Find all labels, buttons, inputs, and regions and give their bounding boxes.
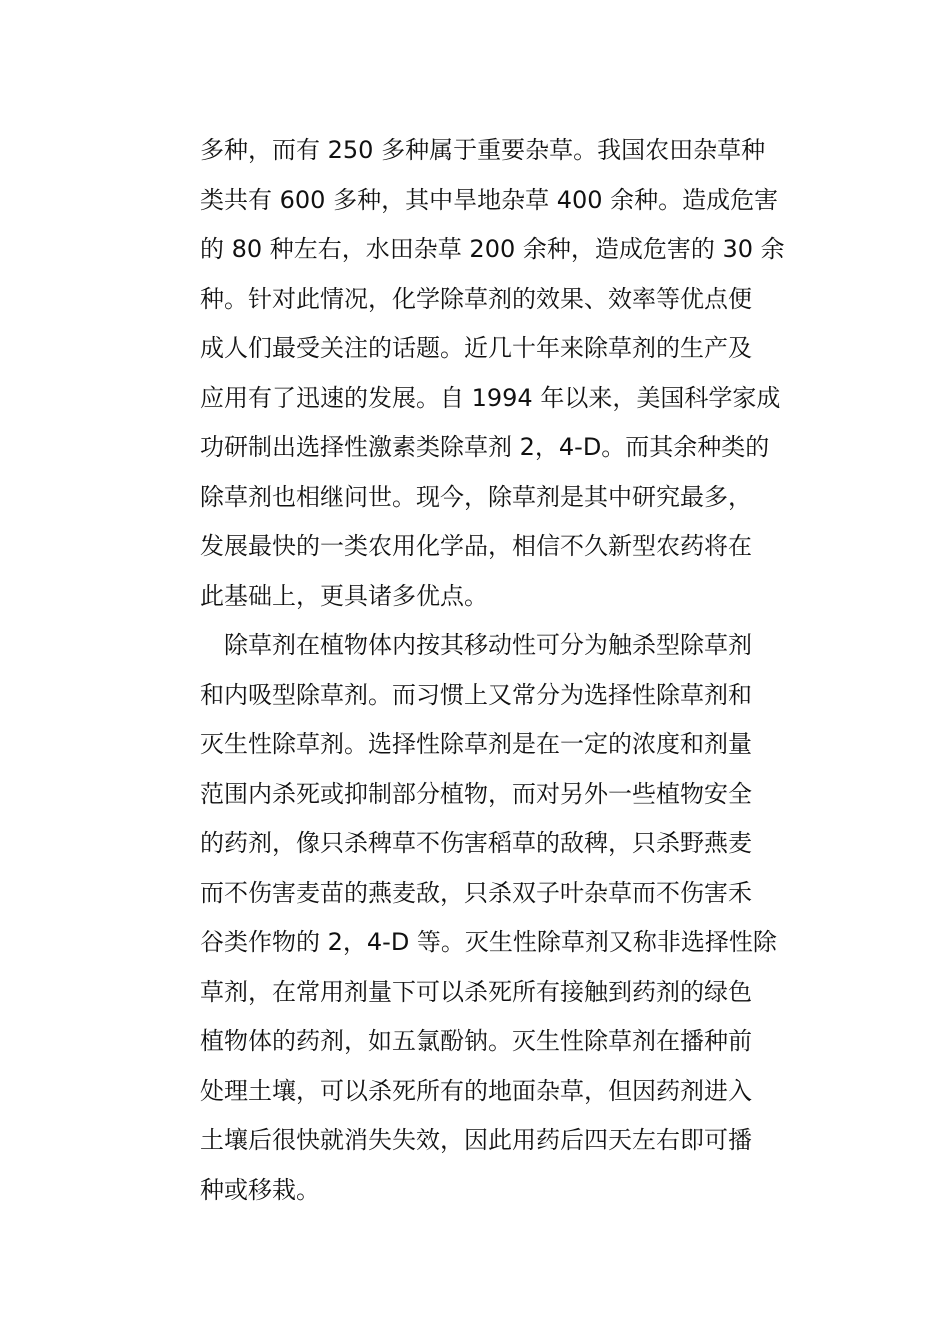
text-line: 草剂，在常用剂量下可以杀死所有接触到药剂的绿色 [200,977,752,1006]
text-line: 种或移栽。 [200,1175,320,1204]
paragraph-1 [200,126,810,621]
text-line: 除草剂在植物体内按其移动性可分为触杀型除草剂 [224,631,752,659]
text-line: 土壤后很快就消失失效，因此用药后四天左右即可播 [200,1126,752,1154]
text-line: 此基础上，更具诸多优点。 [200,581,488,610]
text-line: 和内吸型除草剂。而习惯上又常分为选择性除草剂和 [200,680,752,709]
text-line: 植物体的药剂，如五氯酚钠。灭生性除草剂在播种前 [200,1027,752,1055]
text-line: 种。针对此情况，化学除草剂的效果、效率等优点便 [200,284,752,313]
text-line: 处理土壤，可以杀死所有的地面杂草，但因药剂进入 [200,1076,752,1105]
text-line: 应用有了迅速的发展。自 1994 年以来，美国科学家成 [200,383,781,412]
text-line: 灭生性除草剂。选择性除草剂是在一定的浓度和剂量 [200,730,752,758]
text-line: 发展最快的一类农用化学品，相信不久新型农药将在 [200,532,752,560]
paragraph-2 [200,621,810,1215]
text-line: 范围内杀死或抑制部分植物，而对另外一些植物安全 [200,779,752,808]
text-line: 类共有 600 多种，其中旱地杂草 400 余种。造成危害 [200,185,779,214]
text-line: 成人们最受关注的话题。近几十年来除草剂的生产及 [200,334,752,362]
body-text [200,126,810,1215]
text-line: 谷类作物的 2，4-D 等。灭生性除草剂又称非选择性除 [200,928,777,956]
text-line: 的 80 种左右，水田杂草 200 余种，造成危害的 30 余 [200,235,785,263]
text-line: 功研制出选择性激素类除草剂 2，4-D。而其余种类的 [200,433,770,461]
text-line: 而不伤害麦苗的燕麦敌，只杀双子叶杂草而不伤害禾 [200,878,752,907]
text-line: 多种，而有 250 多种属于重要杂草。我国农田杂草种 [200,136,766,164]
text-line: 除草剂也相继问世。现今，除草剂是其中研究最多， [200,482,752,511]
text-line: 的药剂，像只杀稗草不伤害稻草的敌稗，只杀野燕麦 [200,829,752,857]
